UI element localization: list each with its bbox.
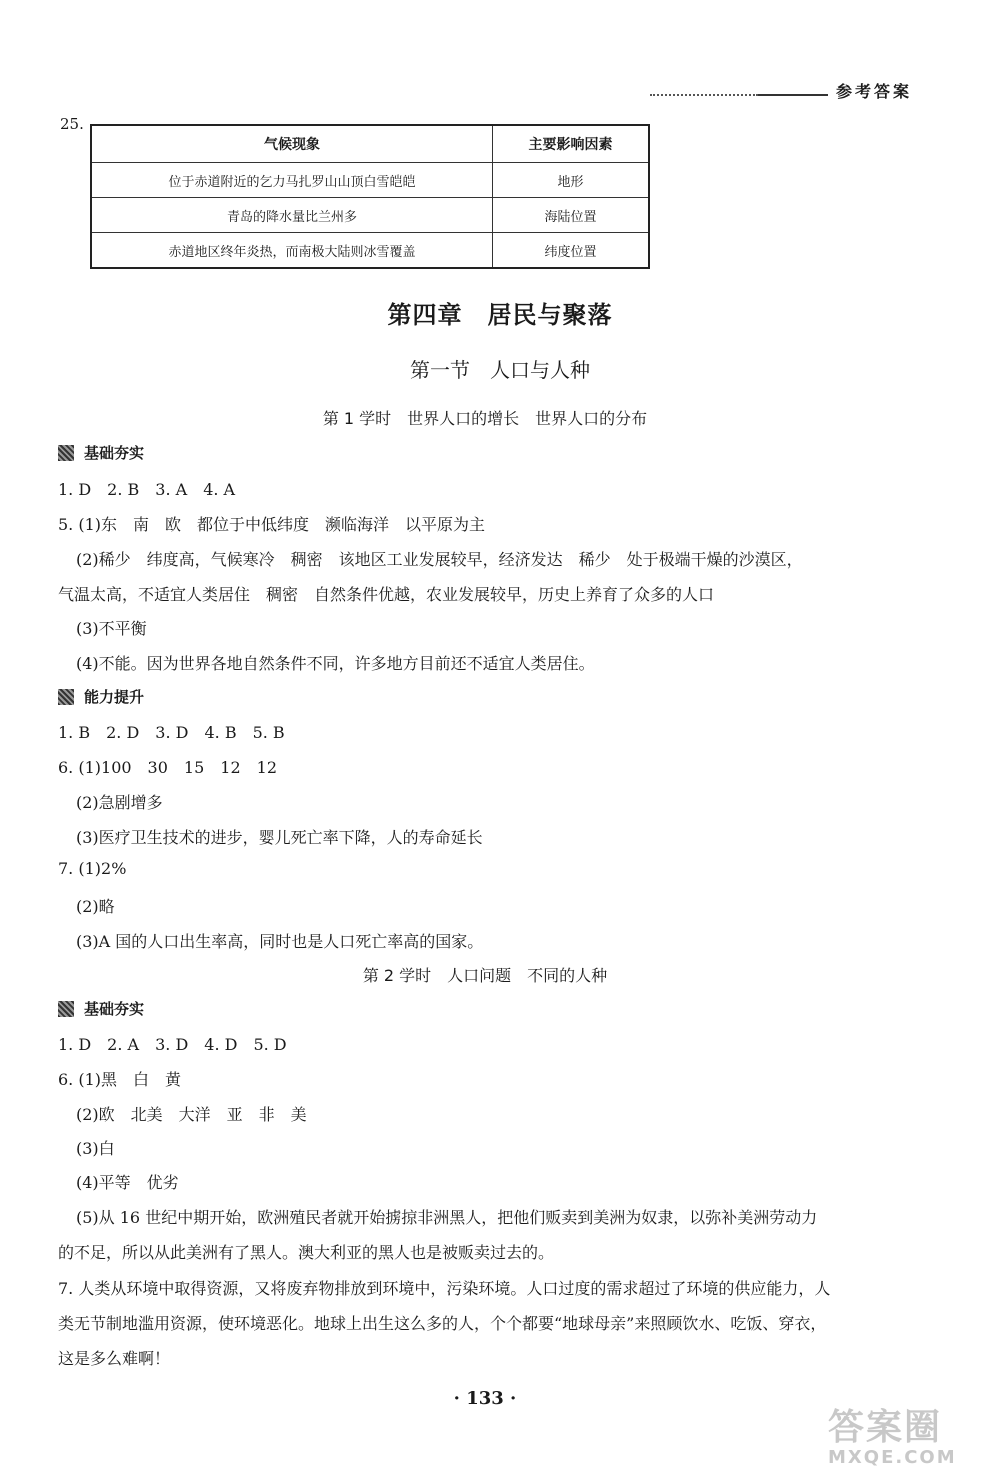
watermark-logo bbox=[828, 1408, 988, 1470]
table-header-factor: 主要影响因素 bbox=[493, 125, 650, 163]
chapter-title: 第四章 居民与聚落 bbox=[387, 300, 613, 329]
table-cell-phenomenon: 青岛的降水量比兰州多 bbox=[91, 198, 493, 233]
answer-line: 7. (1)2% bbox=[58, 859, 127, 878]
answer-line: (5)从 16 世纪中期开始，欧洲殖民者就开始掳掠非洲黑人，把他们贩卖到美洲为奴隶，以弥补美洲劳动力 bbox=[76, 1208, 818, 1227]
answer-line: 5. (1)东 南 欧 都位于中低纬度 濒临海洋 以平原为主 bbox=[58, 515, 486, 534]
answer-line: 这是多么难啊！ bbox=[58, 1349, 171, 1368]
answer-line: 类无节制地滥用资源，使环境恶化。地球上出生这么多的人，个个都要“地球母亲”来照顾饮水、吃饭、穿衣， bbox=[58, 1314, 827, 1333]
lesson-1-title: 第 1 学时 世界人口的增长 世界人口的分布 bbox=[322, 409, 648, 428]
header-solid-rule bbox=[758, 84, 828, 96]
page-number: · 133 · bbox=[453, 1388, 517, 1409]
question-25-number: 25. bbox=[60, 115, 84, 133]
heading-label: 基础夯实 bbox=[84, 1000, 145, 1018]
basic-heading bbox=[58, 442, 144, 463]
table-row bbox=[91, 233, 649, 269]
answer-line: (2)略 bbox=[76, 897, 115, 916]
table-cell-factor: 地形 bbox=[493, 163, 650, 198]
header-title: 参考答案 bbox=[835, 81, 912, 101]
running-header bbox=[650, 78, 912, 102]
table-row bbox=[91, 163, 649, 198]
section-marker-icon bbox=[58, 689, 74, 705]
heading-label: 基础夯实 bbox=[84, 444, 145, 462]
watermark-line-2: MXQE.COM bbox=[828, 1447, 957, 1468]
table-cell-phenomenon: 赤道地区终年炎热，而南极大陆则冰雪覆盖 bbox=[91, 233, 493, 269]
answer-line: 1. B 2. D 3. D 4. B 5. B bbox=[58, 723, 285, 742]
answer-line: (2)欧 北美 大洋 亚 非 美 bbox=[76, 1105, 307, 1124]
answer-line: (4)不能。因为世界各地自然条件不同，许多地方目前还不适宜人类居住。 bbox=[76, 654, 595, 673]
answer-line: (3)A 国的人口出生率高，同时也是人口死亡率高的国家。 bbox=[76, 932, 484, 951]
answer-line: 气温太高，不适宜人类居住 稠密 自然条件优越，农业发展较早，历史上养育了众多的人口 bbox=[58, 585, 715, 604]
answer-line: 的不足，所以从此美洲有了黑人。澳大利亚的黑人也是被贩卖过去的。 bbox=[58, 1243, 555, 1262]
answer-line: (3)医疗卫生技术的进步，婴儿死亡率下降，人的寿命延长 bbox=[76, 828, 483, 847]
table-header-row bbox=[91, 125, 649, 163]
table-row bbox=[91, 198, 649, 233]
section-marker-icon bbox=[58, 445, 74, 461]
answer-line: 1. D 2. B 3. A 4. A bbox=[58, 480, 236, 499]
table-cell-factor: 海陆位置 bbox=[493, 198, 650, 233]
answer-line: (2)急剧增多 bbox=[76, 793, 163, 812]
ability-heading bbox=[58, 686, 144, 707]
section-title: 第一节 人口与人种 bbox=[410, 358, 590, 382]
heading-label: 能力提升 bbox=[84, 688, 145, 706]
answer-line: 1. D 2. A 3. D 4. D 5. D bbox=[58, 1035, 287, 1054]
watermark-line-1: 答案圈 bbox=[828, 1407, 943, 1448]
answer-line: 6. (1)黑 白 黄 bbox=[58, 1070, 182, 1089]
answer-line: (3)不平衡 bbox=[76, 619, 147, 638]
answer-line: 7. 人类从环境中取得资源，又将废弃物排放到环境中，污染环境。人口过度的需求超过了环境的供应能力，人 bbox=[58, 1279, 831, 1298]
table-header-phenomenon: 气候现象 bbox=[91, 125, 493, 163]
section-marker-icon bbox=[58, 1001, 74, 1017]
answer-line: (2)稀少 纬度高，气候寒冷 稠密 该地区工业发展较早，经济发达 稀少 处于极端干燥的沙漠区， bbox=[76, 550, 803, 569]
answer-line: (3)白 bbox=[76, 1139, 115, 1158]
climate-factors-table bbox=[90, 124, 650, 269]
answer-line: (4)平等 优劣 bbox=[76, 1173, 179, 1192]
table-cell-phenomenon: 位于赤道附近的乞力马扎罗山山顶白雪皑皑 bbox=[91, 163, 493, 198]
lesson-2-title: 第 2 学时 人口问题 不同的人种 bbox=[362, 966, 608, 985]
basic-heading bbox=[58, 998, 144, 1019]
answer-line: 6. (1)100 30 15 12 12 bbox=[58, 758, 277, 777]
header-dotted-rule bbox=[650, 84, 758, 96]
table-cell-factor: 纬度位置 bbox=[493, 233, 650, 269]
